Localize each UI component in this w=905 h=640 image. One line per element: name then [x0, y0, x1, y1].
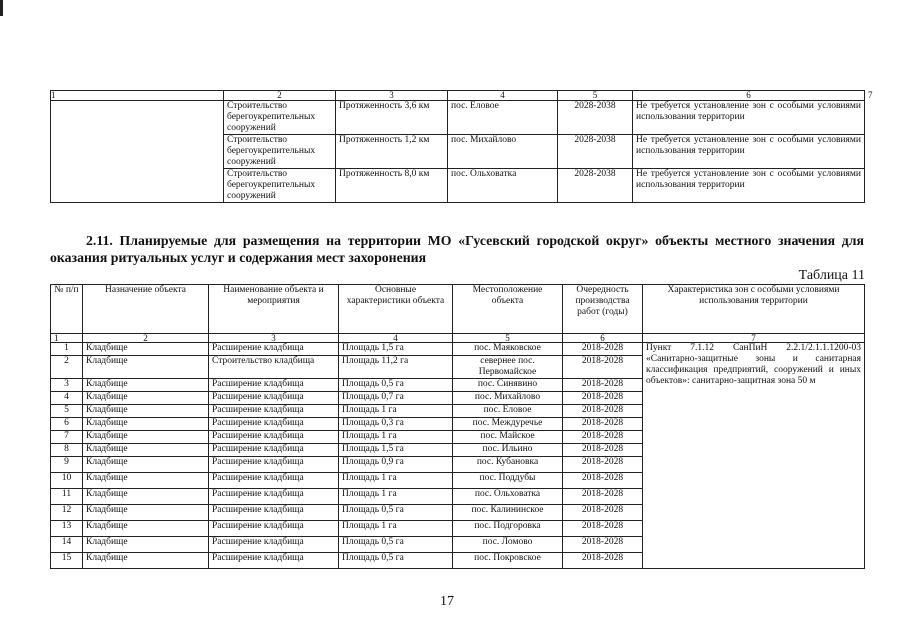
location-cell: пос. Ломово: [453, 537, 563, 553]
location-cell: пос. Покровское: [453, 553, 563, 569]
column-number: 6: [563, 334, 643, 343]
object-name-cell: Расширение кладбища: [209, 392, 339, 405]
table-caption: Таблица 11: [798, 268, 865, 283]
table-column-numbers: 1 2 3 4 5 6 7: [51, 90, 873, 100]
header-location: Местоположение объекта: [453, 285, 563, 334]
object-name-cell: Расширение кладбища: [209, 505, 339, 521]
period-cell: 2028-2038: [558, 101, 633, 135]
purpose-cell: Кладбище: [83, 418, 209, 431]
purpose-cell: Кладбище: [83, 392, 209, 405]
row-number: 3: [51, 379, 83, 392]
characteristics-cell: Площадь 11,2 га: [339, 356, 453, 379]
purpose-cell: Кладбище: [83, 379, 209, 392]
row-number: 6: [51, 418, 83, 431]
header-zones: Характеристика зон с особыми условиями использования территории: [643, 285, 865, 334]
period-cell: 2018-2028: [563, 521, 643, 537]
table-row: [51, 343, 865, 356]
column-number: 3: [209, 334, 339, 343]
location-cell: пос. Маяковское: [453, 343, 563, 356]
object-name-cell: Расширение кладбища: [209, 537, 339, 553]
object-name-cell: Расширение кладбища: [209, 489, 339, 505]
period-cell: 2018-2028: [563, 405, 643, 418]
row-number: 2: [51, 356, 83, 379]
location-cell: пос. Поддубы: [453, 473, 563, 489]
location-cell: пос. Ильино: [453, 444, 563, 457]
column-number: 5: [453, 334, 563, 343]
column-number: 7: [643, 334, 865, 343]
location-cell: пос. Синявино: [453, 379, 563, 392]
table-row: [51, 101, 865, 135]
row-number: 12: [51, 505, 83, 521]
location-cell: пос. Междуречье: [453, 418, 563, 431]
location-cell: пос. Майское: [453, 431, 563, 444]
row-number: 9: [51, 457, 83, 473]
characteristics-cell: Протяженность 8,0 км: [336, 169, 448, 203]
column-number: 2: [83, 334, 209, 343]
column-number: 5: [558, 91, 633, 101]
characteristics-cell: Площадь 0,5 га: [339, 537, 453, 553]
location-cell: пос. Ольховатка: [448, 169, 558, 203]
column-number: 1: [51, 91, 224, 101]
location-cell: пос. Калининское: [453, 505, 563, 521]
period-cell: 2018-2028: [563, 553, 643, 569]
period-cell: 2018-2028: [563, 537, 643, 553]
characteristics-cell: Площадь 1 га: [339, 473, 453, 489]
object-name-cell: Расширение кладбища: [209, 405, 339, 418]
characteristics-cell: Протяженность 3,6 км: [336, 101, 448, 135]
period-cell: 2018-2028: [563, 473, 643, 489]
row-number: 1: [51, 343, 83, 356]
object-name-cell: Расширение кладбища: [209, 418, 339, 431]
object-name-cell: Расширение кладбища: [209, 379, 339, 392]
header-number: № п/п: [51, 285, 83, 334]
row-number: 10: [51, 473, 83, 489]
period-cell: 2018-2028: [563, 356, 643, 379]
characteristics-cell: Протяженность 1,2 км: [336, 135, 448, 169]
column-number: [224, 91, 336, 101]
purpose-cell: Кладбище: [83, 457, 209, 473]
location-cell: пос. Кубановка: [453, 457, 563, 473]
header-object-name: Наименование объекта и мероприятия: [209, 285, 339, 334]
location-cell: пос. Еловое: [448, 101, 558, 135]
object-name-cell: Строительство берегоукрепительных сооружений: [224, 101, 336, 135]
row-number: 8: [51, 444, 83, 457]
row-number: 11: [51, 489, 83, 505]
location-cell: пос. Михайлово: [453, 392, 563, 405]
characteristics-cell: Площадь 1,5 га: [339, 444, 453, 457]
object-name-cell: Расширение кладбища: [209, 553, 339, 569]
table-header-row: [51, 285, 865, 334]
characteristics-cell: Площадь 0,5 га: [339, 379, 453, 392]
purpose-cell: Кладбище: [83, 537, 209, 553]
header-purpose: Назначение объекта: [83, 285, 209, 334]
object-name-cell: Строительство берегоукрепительных сооружений: [224, 135, 336, 169]
row-number: 7: [51, 431, 83, 444]
row-number: 5: [51, 405, 83, 418]
purpose-cell: Кладбище: [83, 343, 209, 356]
period-cell: 2018-2028: [563, 431, 643, 444]
object-name-cell: Расширение кладбища: [209, 343, 339, 356]
object-name-cell: Расширение кладбища: [209, 457, 339, 473]
period-cell: 2018-2028: [563, 457, 643, 473]
object-name-cell: Расширение кладбища: [209, 444, 339, 457]
purpose-cell: Кладбище: [83, 505, 209, 521]
scan-edge-mark: [0, 0, 3, 16]
purpose-cell: Кладбище: [83, 553, 209, 569]
characteristics-cell: Площадь 1 га: [339, 521, 453, 537]
column-number: 1: [51, 334, 83, 343]
continuation-table-body: [50, 100, 865, 203]
period-cell: 2018-2028: [563, 489, 643, 505]
period-cell: 2018-2028: [563, 379, 643, 392]
object-name-cell: Расширение кладбища: [209, 473, 339, 489]
characteristics-cell: Площадь 1 га: [339, 405, 453, 418]
location-cell: пос. Ольховатка: [453, 489, 563, 505]
column-number-label: 2: [277, 90, 282, 100]
column-number: 4: [448, 91, 558, 101]
column-number: 4: [339, 334, 453, 343]
location-cell: севернее пос. Первомайское: [453, 356, 563, 379]
location-cell: пос. Михайлово: [448, 135, 558, 169]
object-name-cell: Расширение кладбища: [209, 431, 339, 444]
period-cell: 2018-2028: [563, 343, 643, 356]
header-characteristics: Основные характеристики объекта: [339, 285, 453, 334]
purpose-cell: Кладбище: [83, 431, 209, 444]
row-number: 15: [51, 553, 83, 569]
characteristics-cell: Площадь 1,5 га: [339, 343, 453, 356]
period-cell: 2018-2028: [563, 505, 643, 521]
row-number: 13: [51, 521, 83, 537]
table-column-numbers: [51, 334, 865, 343]
period-cell: 2018-2028: [563, 392, 643, 405]
page-number: 17: [440, 594, 454, 609]
characteristics-cell: Площадь 0,5 га: [339, 505, 453, 521]
period-cell: 2018-2028: [563, 418, 643, 431]
purpose-cell: Кладбище: [83, 356, 209, 379]
column-number: 3: [336, 91, 448, 101]
characteristics-cell: Площадь 0,7 га: [339, 392, 453, 405]
zones-cell: Не требуется установление зон с особыми условиями использования территории: [633, 135, 865, 169]
period-cell: 2018-2028: [563, 444, 643, 457]
column-number: 6: [633, 91, 865, 101]
purpose-cell: Кладбище: [83, 489, 209, 505]
purpose-cell: Кладбище: [83, 521, 209, 537]
purpose-cell: Кладбище: [83, 473, 209, 489]
zones-cell: Пункт 7.1.12 СанПиН 2.2.1/2.1.1.1200-03 «Санитарно-защитные зоны и санитарная классификация предприятий, сооружений и иных объектов»: санитарно-защитная зона 50 м: [643, 343, 865, 569]
period-cell: 2028-2038: [558, 135, 633, 169]
characteristics-cell: Площадь 1 га: [339, 489, 453, 505]
header-period: Очередность производства работ (годы): [563, 285, 643, 334]
section-title: 2.11. Планируемые для размещения на территории МО «Гусевский городской округ» объекты местного значения для оказания ритуальных услуг и содержания мест захоронения: [50, 233, 864, 265]
purpose-cell: Кладбище: [83, 405, 209, 418]
zones-cell: Не требуется установление зон с особыми условиями использования территории: [633, 101, 865, 135]
row-number: 4: [51, 392, 83, 405]
zones-cell: Не требуется установление зон с особыми условиями использования территории: [633, 169, 865, 203]
period-cell: 2028-2038: [558, 169, 633, 203]
characteristics-cell: Площадь 0,5 га: [339, 553, 453, 569]
purpose-cell: Кладбище: [83, 444, 209, 457]
merged-cell: [51, 101, 224, 203]
characteristics-cell: Площадь 1 га: [339, 431, 453, 444]
characteristics-cell: Площадь 0,9 га: [339, 457, 453, 473]
object-name-cell: Расширение кладбища: [209, 521, 339, 537]
characteristics-cell: Площадь 0,3 га: [339, 418, 453, 431]
object-name-cell: Строительство кладбища: [209, 356, 339, 379]
burial-sites-table: [50, 284, 865, 569]
location-cell: пос. Подгоровка: [453, 521, 563, 537]
object-name-cell: Строительство берегоукрепительных сооружений: [224, 169, 336, 203]
location-cell: пос. Еловое: [453, 405, 563, 418]
row-number: 14: [51, 537, 83, 553]
